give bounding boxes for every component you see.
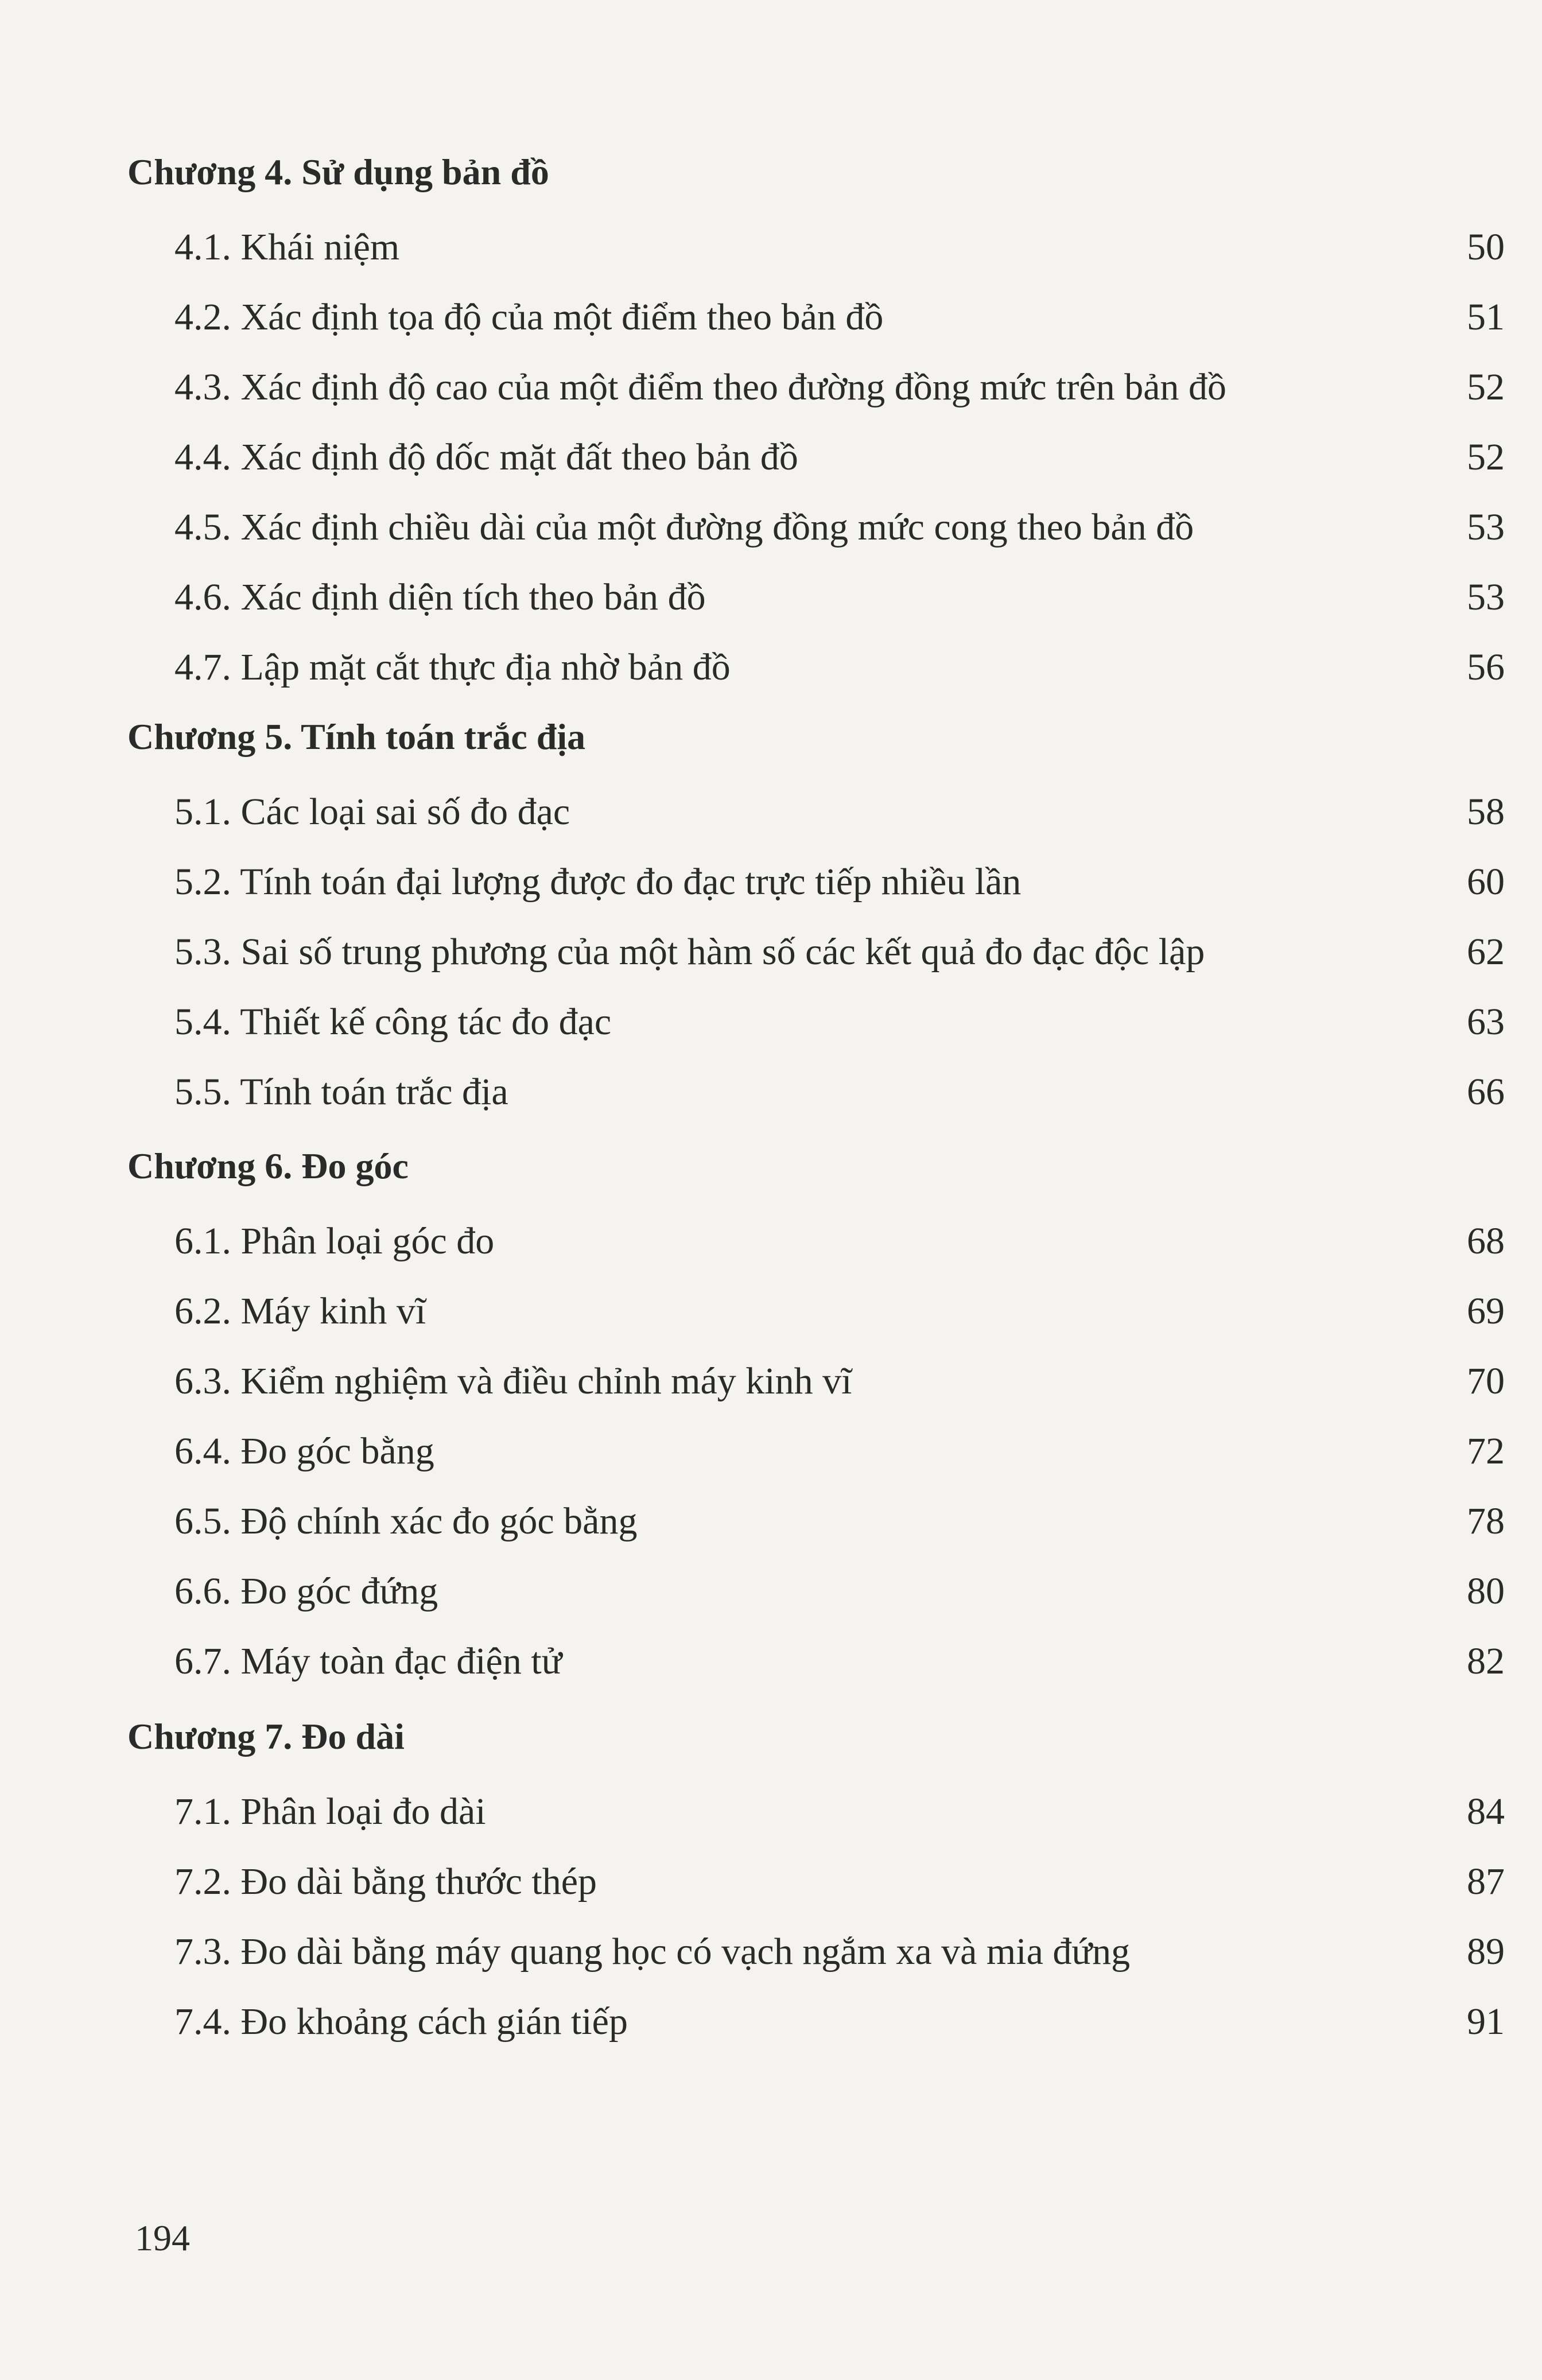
toc-entry [127,1777,1505,1847]
chapter-entries [127,1206,1505,1696]
entry-page-number: 52 [1467,436,1505,478]
toc-entry [127,917,1505,987]
entry-page-number: 68 [1467,1220,1505,1262]
toc-entry [127,1346,1505,1416]
chapter-title: Chương 4. Sử dụng bản đồ [127,152,549,192]
toc-entry [127,1626,1505,1696]
entry-label: 4.7. Lập mặt cắt thực địa nhờ bản đồ [174,646,731,688]
toc-entry [127,1556,1505,1626]
toc-entry [127,1987,1505,2057]
entry-label: 6.6. Đo góc đứng [174,1570,438,1612]
entry-page-number: 56 [1467,646,1505,688]
entry-label: 5.3. Sai số trung phương của một hàm số các kết quả đo đạc độc lập [174,931,1205,973]
entry-page-number: 58 [1467,791,1505,833]
chapter-title: Chương 6. Đo góc [127,1146,409,1186]
chapter-6 [127,1137,1505,1696]
chapter-5 [127,708,1505,1127]
entry-label: 4.1. Khái niệm [174,226,400,268]
toc-entry [127,1057,1505,1127]
toc-entry [127,847,1505,917]
entry-label: 4.3. Xác định độ cao của một điểm theo đường đồng mức trên bản đồ [174,366,1227,408]
toc-entry [127,777,1505,847]
toc-entry [127,282,1505,352]
toc-entry [127,1917,1505,1987]
toc-entry [127,212,1505,282]
entry-page-number: 60 [1467,861,1505,903]
entry-page-number: 52 [1467,366,1505,408]
entry-page-number: 66 [1467,1071,1505,1113]
entry-page-number: 78 [1467,1500,1505,1542]
entry-label: 7.4. Đo khoảng cách gián tiếp [174,2001,628,2043]
entry-label: 7.1. Phân loại đo dài [174,1791,486,1832]
entry-label: 6.2. Máy kinh vĩ [174,1290,426,1332]
chapter-4 [127,143,1505,702]
entry-page-number: 84 [1467,1791,1505,1832]
entry-page-number: 69 [1467,1290,1505,1332]
entry-page-number: 62 [1467,931,1505,973]
toc-entry [127,422,1505,492]
entry-page-number: 87 [1467,1861,1505,1903]
chapter-entries [127,777,1505,1127]
toc-entry [127,1486,1505,1556]
entry-label: 4.2. Xác định tọa độ của một điểm theo bản đồ [174,296,884,338]
entry-label: 5.5. Tính toán trắc địa [174,1071,508,1113]
toc-entry [127,492,1505,562]
entry-page-number: 63 [1467,1001,1505,1043]
chapter-7 [127,1708,1505,2057]
entry-label: 5.1. Các loại sai số đo đạc [174,791,570,833]
entry-label: 6.5. Độ chính xác đo góc bằng [174,1500,638,1542]
toc-entry [127,987,1505,1057]
entry-label: 6.1. Phân loại góc đo [174,1220,495,1262]
entry-label: 5.4. Thiết kế công tác đo đạc [174,1001,612,1043]
entry-label: 7.2. Đo dài bằng thước thép [174,1861,597,1903]
toc-entry [127,1416,1505,1486]
entry-label: 4.5. Xác định chiều dài của một đường đồng mức cong theo bản đồ [174,506,1194,548]
chapter-title: Chương 5. Tính toán trắc địa [127,716,586,757]
entry-page-number: 89 [1467,1931,1505,1973]
toc-entry [127,562,1505,632]
toc-entry [127,1206,1505,1276]
entry-label: 4.6. Xác định diện tích theo bản đồ [174,576,706,618]
entry-label: 6.4. Đo góc bằng [174,1430,434,1472]
entry-label: 4.4. Xác định độ dốc mặt đất theo bản đồ [174,436,798,478]
entry-page-number: 51 [1467,296,1505,338]
chapter-entries [127,1777,1505,2057]
entry-label: 6.7. Máy toàn đạc điện tử [174,1640,562,1682]
entry-page-number: 53 [1467,506,1505,548]
entry-page-number: 70 [1467,1360,1505,1402]
entry-label: 7.3. Đo dài bằng máy quang học có vạch ngắm xa và mia đứng [174,1931,1131,1973]
table-of-contents [127,143,1505,2057]
page-number: 194 [135,2218,190,2258]
entry-page-number: 91 [1467,2001,1505,2043]
toc-entry [127,1847,1505,1917]
entry-page-number: 72 [1467,1430,1505,1472]
entry-label: 5.2. Tính toán đại lượng được đo đạc trực tiếp nhiều lần [174,861,1021,903]
entry-page-number: 80 [1467,1570,1505,1612]
toc-entry [127,632,1505,702]
entry-page-number: 50 [1467,226,1505,268]
entry-page-number: 82 [1467,1640,1505,1682]
toc-entry [127,1276,1505,1346]
chapter-title: Chương 7. Đo dài [127,1716,405,1757]
entry-label: 6.3. Kiểm nghiệm và điều chỉnh máy kinh vĩ [174,1360,852,1402]
chapter-entries [127,212,1505,702]
toc-entry [127,352,1505,422]
entry-page-number: 53 [1467,576,1505,618]
